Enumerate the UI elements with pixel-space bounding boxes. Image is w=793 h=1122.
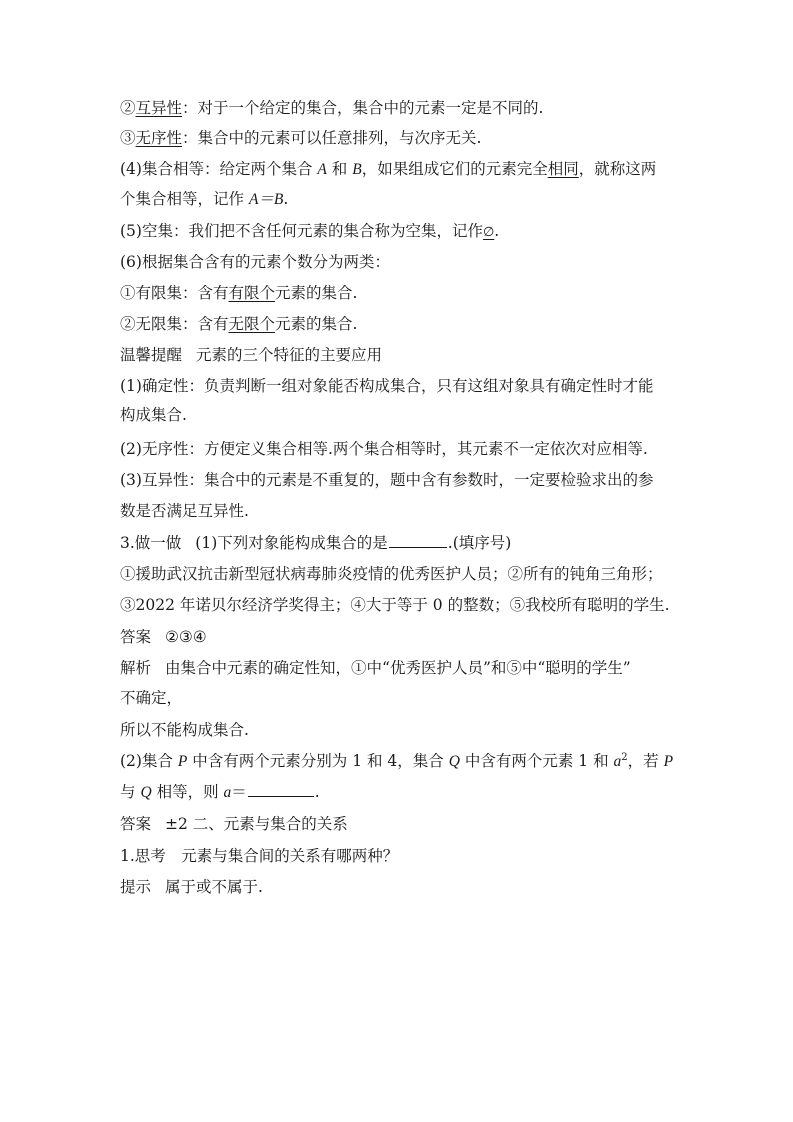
answer-blank — [248, 782, 314, 797]
underlined-term: 有限个 — [228, 284, 276, 302]
empty-set-symbol: ∅ — [482, 225, 495, 240]
text: (2)无序性：方便定义集合相等.两个集合相等时，其元素不一定依次对应相等. — [120, 440, 648, 458]
var-a: a — [613, 753, 622, 770]
tip-line — [120, 376, 653, 396]
definition-text: ：集合中的元素可以任意排列，与次序无关. — [182, 129, 482, 147]
text: 与 — [120, 783, 141, 801]
text: (4)集合相等：给定两个集合 — [120, 160, 318, 178]
hint-line — [120, 877, 263, 897]
equation: A＝B — [248, 191, 284, 208]
exercise-option-line — [120, 595, 670, 615]
tip-line — [120, 501, 249, 521]
term-unordered: 无序性 — [135, 129, 183, 147]
text: ③2022 年诺贝尔经济学奖得主；④大于等于 0 的整数；⑤我校所有聪明的学生. — [120, 596, 670, 614]
tip-heading — [120, 345, 382, 365]
uniqueness-line — [120, 98, 543, 118]
var-a: A — [317, 161, 327, 178]
var-q: Q — [140, 784, 152, 801]
text: 所以不能构成集合. — [120, 721, 249, 739]
text: 中含有两个元素 1 和 — [459, 752, 614, 770]
exercise2-line-1 — [120, 751, 673, 772]
var-p: P — [177, 753, 188, 770]
classification-line — [120, 252, 390, 272]
text: ＝ — [231, 783, 247, 801]
analysis-line — [120, 688, 182, 708]
text: . — [283, 190, 289, 208]
text: 构成集合. — [120, 406, 187, 424]
unordered-line — [120, 128, 481, 148]
tip-line — [120, 470, 653, 490]
text: (5)空集：我们把不含任何元素的集合称为空集，记作 — [120, 222, 483, 240]
text: 属于或不属于. — [165, 878, 263, 896]
text: ，就称这两 — [578, 160, 657, 178]
underlined-term: 相同 — [547, 160, 579, 178]
tip-line — [120, 439, 648, 459]
text: (6)根据集合含有的元素个数分为两类： — [120, 253, 390, 271]
text: ①有限集：含有 — [120, 284, 229, 302]
text: 元素的集合. — [275, 284, 358, 302]
infinite-set-line — [120, 314, 357, 334]
text: ，若 — [627, 752, 664, 770]
text: 不确定， — [120, 689, 183, 707]
exercise-heading — [120, 533, 511, 553]
exponent: 2 — [621, 752, 628, 763]
text: 和 — [326, 160, 353, 178]
set-equality-line-2 — [120, 189, 288, 210]
text: 中含有两个元素分别为 1 和 4，集合 — [187, 752, 449, 770]
answer-text: ②③④ — [165, 628, 207, 646]
exercise-label: 3.做一做 — [120, 534, 182, 552]
analysis-label: 解析 — [120, 659, 152, 677]
text: .(填序号) — [447, 534, 512, 552]
var-p: P — [663, 753, 674, 770]
text: 相等，则 — [151, 783, 224, 801]
answer-line — [120, 627, 207, 647]
text: . — [494, 222, 500, 240]
circled-number: ③ — [120, 129, 136, 147]
exercise2-line-2 — [120, 782, 320, 803]
tip-label: 温馨提醒 — [120, 346, 183, 364]
set-equality-line-1 — [120, 159, 656, 180]
answer-text: ±2 二、元素与集合的关系 — [165, 815, 348, 833]
tip-line — [120, 405, 187, 425]
answer-line — [120, 814, 348, 834]
var-q: Q — [448, 753, 460, 770]
hint-label: 提示 — [120, 878, 152, 896]
underlined-term: 无限个 — [228, 315, 276, 333]
term-uniqueness: 互异性 — [135, 99, 183, 117]
text: 元素的三个特征的主要应用 — [196, 346, 383, 364]
answer-label: 答案 — [120, 628, 152, 646]
var-a: a — [223, 784, 232, 801]
text: ②无限集：含有 — [120, 315, 229, 333]
text: (1)下列对象能构成集合的是 — [195, 534, 388, 552]
finite-set-line — [120, 283, 357, 303]
text: 1.思考 元素与集合间的关系有哪两种？ — [120, 847, 399, 865]
empty-set-line — [120, 221, 499, 243]
text: . — [314, 783, 320, 801]
think-line — [120, 846, 398, 866]
text: 数是否满足互异性. — [120, 502, 249, 520]
answer-blank — [389, 533, 447, 548]
analysis-line — [120, 720, 249, 740]
answer-label: 答案 — [120, 815, 152, 833]
text: ①援助武汉抗击新型冠状病毒肺炎疫情的优秀医护人员；②所有的钝角三角形； — [120, 565, 663, 583]
text: (2)集合 — [120, 752, 178, 770]
exercise-option-line — [120, 564, 663, 584]
circled-number: ② — [120, 99, 136, 117]
text: 由集合中元素的确定性知，①中“优秀医护人员”和⑤中“聪明的学生” — [165, 659, 631, 677]
text: 个集合相等，记作 — [120, 190, 249, 208]
analysis-line — [120, 658, 631, 678]
definition-text: ：对于一个给定的集合，集合中的元素一定是不同的. — [182, 99, 544, 117]
var-b: B — [352, 161, 362, 178]
text: ，如果组成它们的元素完全 — [361, 160, 548, 178]
text: 元素的集合. — [275, 315, 358, 333]
text: (1)确定性：负责判断一组对象能否构成集合，只有这组对象具有确定性时才能 — [120, 377, 654, 395]
text: (3)互异性：集合中的元素是不重复的，题中含有参数时，一定要检验求出的参 — [120, 471, 654, 489]
